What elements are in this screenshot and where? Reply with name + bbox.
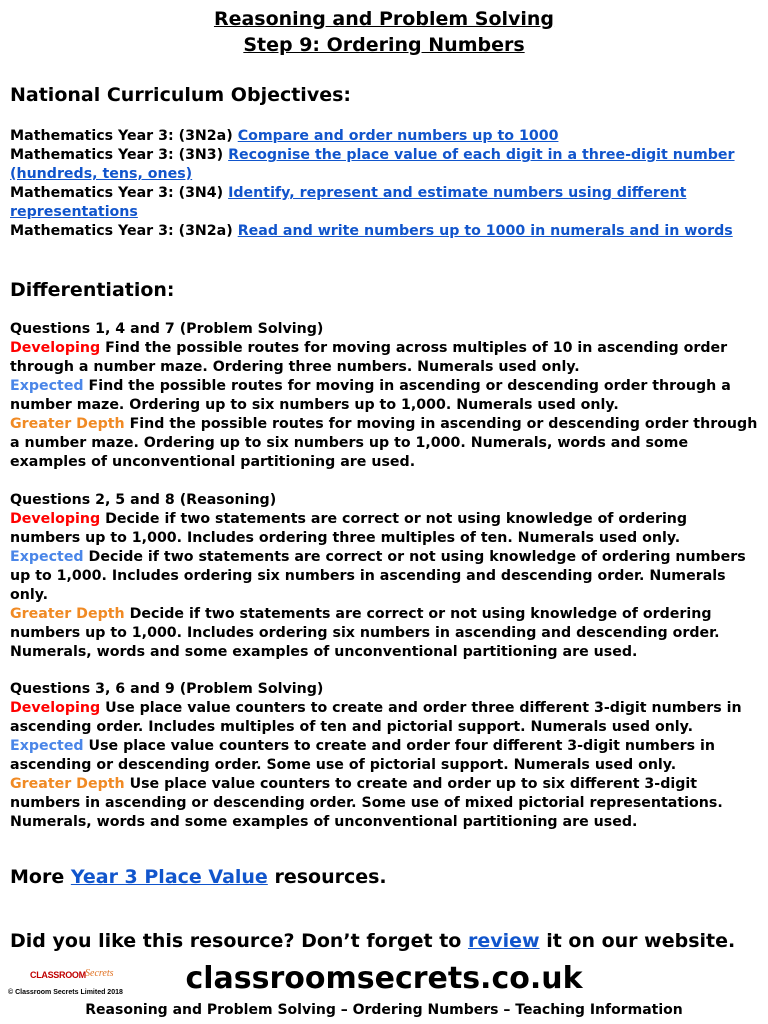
question-group-title: Questions 1, 4 and 7 (Problem Solving) <box>10 321 324 337</box>
copyright-notice: © Classroom Secrets Limited 2018 <box>8 989 123 996</box>
entry-text: Find the possible routes for moving in ascending or descending order through a number maze. Ordering up to six numbers up to 1,000. Numerals used only. <box>10 378 731 413</box>
level-label-greater-depth: Greater Depth <box>10 606 125 622</box>
review-prefix: Did you like this resource? Don’t forget to <box>10 930 462 952</box>
logo-word-secrets: Secrets <box>85 968 114 979</box>
site-url: classroomsecrets.co.uk <box>185 961 583 996</box>
greater-depth-entry <box>10 775 762 832</box>
level-label-greater-depth: Greater Depth <box>10 416 125 432</box>
more-resources-line <box>10 865 387 889</box>
document-title: Reasoning and Problem Solving <box>213 8 555 30</box>
entry-text: Decide if two statements are correct or not using knowledge of ordering numbers up to 1,000. Includes ordering six numbers in ascending and descending order. Numerals, words and some examples of unconventional partitioning are used. <box>10 606 720 660</box>
greater-depth-entry <box>10 605 762 662</box>
greater-depth-entry <box>10 415 762 472</box>
developing-entry <box>10 339 762 377</box>
objective-prefix: Mathematics Year 3: (3N2a) <box>10 223 233 239</box>
entry-text: Find the possible routes for moving across multiples of 10 in ascending order through a number maze. Ordering three numbers. Numerals used only. <box>10 340 728 375</box>
question-group-title: Questions 2, 5 and 8 (Reasoning) <box>10 492 277 508</box>
logo-word-classroom: CLASSROOM <box>30 970 86 980</box>
expected-entry <box>10 737 762 775</box>
expected-entry <box>10 548 762 605</box>
objective-link[interactable]: Compare and order numbers up to 1000 <box>237 128 559 144</box>
question-group-3 <box>10 680 762 832</box>
differentiation-heading: Differentiation: <box>10 279 175 301</box>
question-group-title: Questions 3, 6 and 9 (Problem Solving) <box>10 681 324 697</box>
objective-link[interactable]: Identify, represent and estimate numbers using different representations <box>10 185 687 220</box>
footer-teaching-info: Reasoning and Problem Solving – Ordering Numbers – Teaching Information <box>85 1002 683 1018</box>
review-suffix: it on our website. <box>546 930 736 952</box>
question-group-1 <box>10 320 762 472</box>
developing-entry <box>10 510 762 548</box>
objectives-heading: National Curriculum Objectives: <box>10 84 351 106</box>
level-label-developing: Developing <box>10 340 101 356</box>
review-link[interactable]: review <box>467 930 540 952</box>
objective-item <box>10 127 762 146</box>
question-group-2 <box>10 491 762 662</box>
level-label-expected: Expected <box>10 738 84 754</box>
entry-text: Find the possible routes for moving in ascending or descending order through a number maze. Ordering up to six numbers up to 1,000. Numerals, words and some examples of unconventional partitioning are used. <box>10 416 758 470</box>
level-label-developing: Developing <box>10 700 101 716</box>
review-prompt-line <box>10 929 735 953</box>
entry-text: Use place value counters to create and order three different 3-digit numbers in ascending order. Includes multiples of ten and pictorial support. Numerals used only. <box>10 700 742 735</box>
more-prefix: More <box>10 866 65 888</box>
entry-text: Use place value counters to create and order four different 3-digit numbers in ascending or descending order. Some use of pictorial support. Numerals used only. <box>10 738 715 773</box>
level-label-developing: Developing <box>10 511 101 527</box>
level-label-greater-depth: Greater Depth <box>10 776 125 792</box>
entry-text: Decide if two statements are correct or not using knowledge of ordering numbers up to 1,000. Includes ordering three multiples of ten. Numerals used only. <box>10 511 688 546</box>
objective-item <box>10 222 762 241</box>
step-subtitle: Step 9: Ordering Numbers <box>243 34 525 56</box>
expected-entry <box>10 377 762 415</box>
objective-link[interactable]: Read and write numbers up to 1000 in numerals and in words <box>237 223 733 239</box>
objective-item <box>10 146 762 184</box>
objective-item <box>10 184 762 222</box>
objective-prefix: Mathematics Year 3: (3N3) <box>10 147 224 163</box>
objective-prefix: Mathematics Year 3: (3N2a) <box>10 128 233 144</box>
objective-prefix: Mathematics Year 3: (3N4) <box>10 185 224 201</box>
year3-place-value-link[interactable]: Year 3 Place Value <box>70 866 268 888</box>
objectives-list <box>10 127 762 241</box>
developing-entry <box>10 699 762 737</box>
entry-text: Decide if two statements are correct or not using knowledge of ordering numbers up to 1,000. Includes ordering six numbers in ascending and descending order. Numerals only. <box>10 549 746 603</box>
more-suffix: resources. <box>274 866 387 888</box>
entry-text: Use place value counters to create and order up to six different 3-digit numbers in ascending or descending order. Some use of mixed pictorial representations. Numerals, words and some examples of unconventional partitioning are used. <box>10 776 723 830</box>
objective-link[interactable]: Recognise the place value of each digit in a three-digit number (hundreds, tens, ones) <box>10 147 735 182</box>
level-label-expected: Expected <box>10 549 84 565</box>
level-label-expected: Expected <box>10 378 84 394</box>
